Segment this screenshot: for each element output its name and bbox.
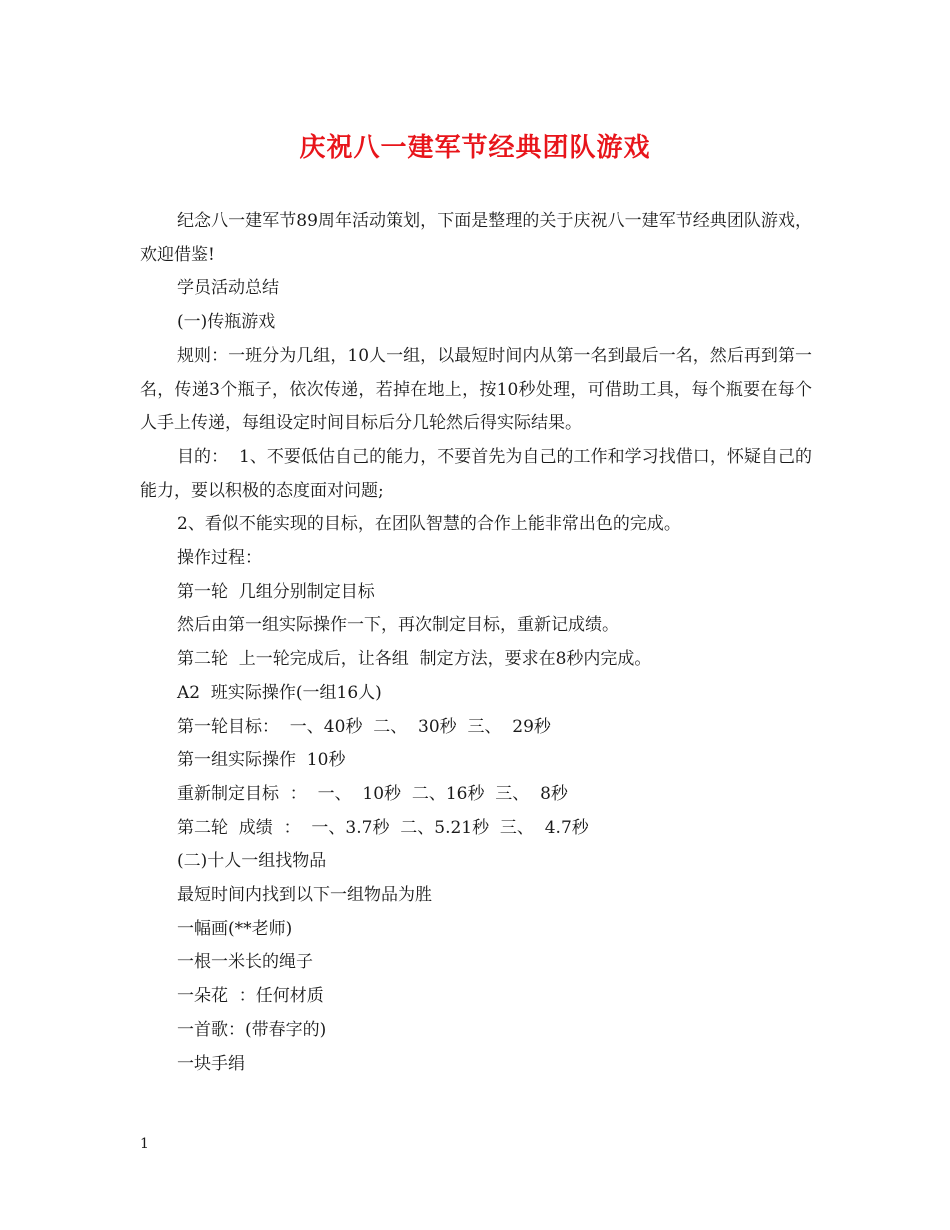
paragraph-class-a2: A2 班实际操作(一组16人)	[177, 682, 382, 703]
list-item-painting: 一幅画(**老师)	[177, 918, 293, 939]
list-item-flower: 一朵花 ：任何材质	[177, 986, 324, 1007]
list-item-handkerchief: 一块手绢	[177, 1053, 245, 1074]
paragraph-game-two-goal: 最短时间内找到以下一组物品为胜	[177, 885, 432, 906]
paragraph-purpose: 目的： 1、不要低估自己的能力，不要首先为自己的工作和学习找借口，怀疑自己的能力，要以积极的态度面对问题;	[140, 446, 812, 501]
paragraph-procedure-heading: 操作过程：	[177, 548, 262, 569]
paragraph-group-one-result: 第一组实际操作 10秒	[177, 750, 346, 771]
list-item-rope: 一根一米长的绳子	[177, 952, 313, 973]
paragraph-round-two-results: 第二轮 成绩 ： 一、3.7秒 二、5.21秒 三、 4.7秒	[177, 817, 589, 838]
paragraph-section-heading: 学员活动总结	[177, 278, 279, 299]
document-body	[140, 205, 812, 1081]
paragraph-round-two: 第二轮 上一轮完成后，让各组 制定方法，要求在8秒内完成。	[177, 649, 652, 670]
paragraph-group-one: 然后由第一组实际操作一下，再次制定目标，重新记成绩。	[177, 615, 619, 636]
document-title: 庆祝八一建军节经典团队游戏	[299, 133, 651, 163]
paragraph-intro: 纪念八一建军节89周年活动策划，下面是整理的关于庆祝八一建军节经典团队游戏，欢迎借鉴!	[140, 211, 812, 265]
page-number: 1	[140, 1136, 149, 1152]
paragraph-purpose-two: 2、看似不能实现的目标，在团队智慧的合作上能非常出色的完成。	[177, 514, 681, 535]
paragraph-round-one-targets: 第一轮目标： 一、40秒 二、 30秒 三、 29秒	[177, 716, 551, 737]
paragraph-round-one: 第一轮 几组分别制定目标	[177, 581, 375, 602]
paragraph-rules: 规则：一班分为几组，10人一组，以最短时间内从第一名到最后一名，然后再到第一名，传递3个瓶子，依次传递，若掉在地上，按10秒处理，可借助工具，每个瓶要在每个人手上传递，每组设定时间目标后分几轮然后得实际结果。	[140, 345, 812, 434]
list-item-song: 一首歌：(带春字的)	[177, 1019, 327, 1040]
paragraph-game-one-heading: (一)传瓶游戏	[177, 312, 276, 333]
paragraph-game-two-heading: (二)十人一组找物品	[177, 851, 327, 872]
paragraph-new-targets: 重新制定目标 ： 一、 10秒 二、16秒 三、 8秒	[177, 783, 568, 804]
